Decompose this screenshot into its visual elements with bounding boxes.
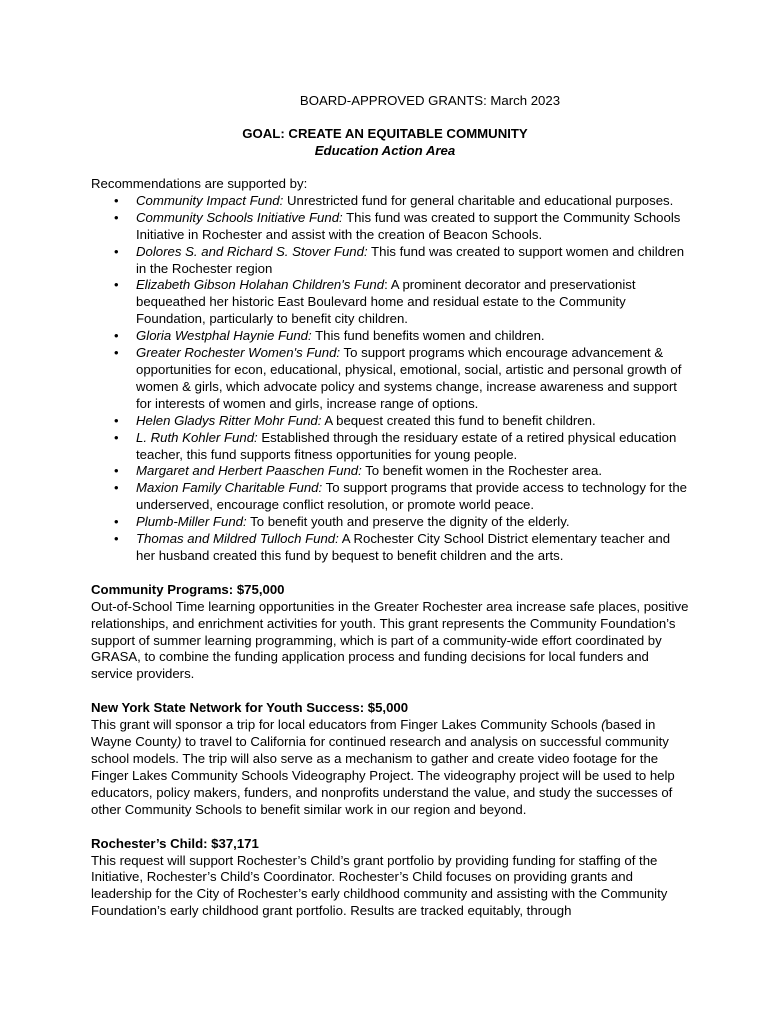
fund-description: A bequest created this fund to benefit children. — [321, 412, 596, 428]
section-body: Out-of-School Time learning opportunities in the Greater Rochester area increase safe places, positive relationships, and enrichment activities for youth. This grant represents the Community Foundation’s support of summer learning programming, which is part of a community-wide effort coordinated by GRASA, to combine the funding application process and funding decisions for local funders and service providers. — [91, 598, 689, 682]
list-item — [114, 412, 691, 430]
bullet-icon: • — [114, 243, 119, 259]
list-item — [114, 277, 691, 328]
fund-name: Plumb-Miller Fund: — [136, 514, 247, 530]
fund-name: Greater Rochester Women's Fund: — [136, 345, 341, 361]
list-item — [114, 463, 691, 480]
fund-description: Established through the residuary estate of a retired physical education teacher, this fund supports fitness opportunities for young people. — [136, 429, 677, 462]
bullet-icon: • — [114, 412, 119, 428]
document-header — [0, 93, 770, 110]
fund-name: Helen Gladys Ritter Mohr Fund: — [136, 412, 322, 428]
action-area-subtitle: Education Action Area — [314, 143, 456, 158]
fund-description: This fund benefits women and children. — [311, 328, 545, 344]
section-body-part: This grant will sponsor a trip for local educators from Finger Lakes Community Schools — [91, 717, 602, 733]
header-text: BOARD-APPROVED GRANTS: March 2023 — [299, 93, 561, 108]
section-body: This request will support Rochester’s Child’s grant portfolio by providing funding for staffing of the Initiative, Rochester’s Child’s Coordinator. Rochester’s Child focuses on providing grants and leadership for the City of Rochester’s early childhood community and assisting with the Community Foundation’s early childhood grant portfolio. Results are tracked equitably, through — [91, 852, 668, 919]
section-title: Rochester’s Child: $37,171 — [91, 835, 259, 851]
fund-description: : A prominent decorator and preservationist bequeathed her historic East Boulevard home and residual estate to the Community Foundation, particularly to benefit city children. — [136, 277, 636, 327]
list-item — [114, 192, 691, 210]
section-body-part: to travel to California for continued research and analysis on successful community school models. The trip will also serve as a mechanism to gather and create video footage for the Finger Lakes Community Schools Videography Project. The videography project will be used to help educators, policy makers, funders, and nonprofits understand the value, and study the successes of other Community Schools to benefit similar work in our region and beyond. — [91, 734, 675, 817]
section-nys-network-youth-success — [91, 700, 691, 818]
fund-name: Community Schools Initiative Fund: — [136, 209, 343, 225]
section-body — [91, 717, 691, 818]
bullet-icon: • — [114, 328, 119, 344]
document-body — [91, 176, 691, 920]
list-item — [114, 514, 691, 531]
intro-text: Recommendations are supported by: — [91, 176, 308, 191]
section-rochesters-child — [91, 836, 691, 921]
list-item — [114, 328, 691, 345]
bullet-icon: • — [114, 345, 119, 361]
fund-name: Gloria Westphal Haynie Fund: — [136, 328, 312, 344]
bullet-icon: • — [114, 209, 119, 225]
fund-description: To benefit women in the Rochester area. — [361, 463, 602, 479]
fund-description: This fund was created to support the Community Schools Initiative in Rochester and assist with the creation of Beacon Schools. — [136, 209, 681, 242]
bullet-icon: • — [114, 192, 119, 208]
bullet-icon: • — [114, 514, 119, 530]
section-body-paren-open: ( — [601, 717, 606, 733]
fund-name: Margaret and Herbert Paaschen Fund: — [136, 463, 362, 479]
bullet-icon: • — [114, 531, 119, 547]
goal-title: GOAL: CREATE AN EQUITABLE COMMUNITY — [242, 126, 528, 141]
list-item — [114, 345, 691, 413]
fund-description: This fund was created to support women and children in the Rochester region — [136, 243, 685, 276]
list-item — [114, 531, 691, 565]
bullet-icon: • — [114, 429, 119, 445]
bullet-icon: • — [114, 480, 119, 496]
bullet-icon: • — [114, 463, 119, 479]
fund-name: Community Impact Fund: — [136, 192, 284, 208]
fund-description: A Rochester City School District elementary teacher and her husband created this fund by bequest to benefit children and the arts. — [136, 531, 671, 563]
section-title: Community Programs: $75,000 — [91, 581, 285, 597]
bullet-icon: • — [114, 277, 119, 293]
fund-description: To support programs which encourage advancement & opportunities for econ, educational, physical, emotional, social, artistic and personal growth of women & girls, which advocate policy and systems change, increase awareness and support for interests of women and girls, increase range of options. — [136, 345, 682, 411]
list-item — [114, 209, 691, 244]
fund-name: Dolores S. and Richard S. Stover Fund: — [136, 243, 368, 259]
section-body-paren-close: ) — [177, 734, 182, 750]
fund-description: To benefit youth and preserve the dignity of the elderly. — [246, 514, 570, 530]
fund-name: Elizabeth Gibson Holahan Children's Fund — [136, 277, 385, 293]
list-item — [114, 480, 691, 514]
fund-name: L. Ruth Kohler Fund: — [136, 429, 258, 445]
fund-description: Unrestricted fund for general charitable and educational purposes. — [283, 192, 674, 208]
fund-description: To support programs that provide access to technology for the underserved, encourage conflict resolution, or promote world peace. — [136, 480, 687, 513]
fund-name: Maxion Family Charitable Fund: — [136, 480, 323, 496]
fund-list — [91, 193, 691, 565]
fund-name: Thomas and Mildred Tulloch Fund: — [136, 531, 339, 547]
list-item — [114, 429, 691, 464]
list-item — [114, 243, 691, 278]
section-title: New York State Network for Youth Success: $5,000 — [91, 700, 409, 716]
section-community-programs — [91, 582, 691, 683]
section-body-part: based in Wayne County — [91, 717, 656, 750]
